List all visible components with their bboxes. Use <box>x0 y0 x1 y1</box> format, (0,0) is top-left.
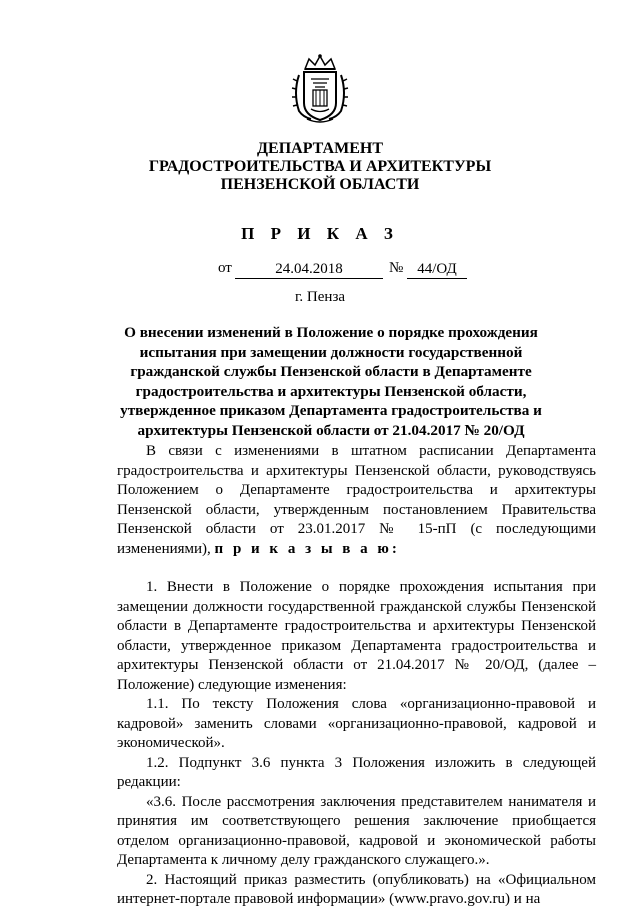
order-subject: О внесении изменений в Положение о порядке прохождения испытания при замещении должности государственной гражданской службы Пензенской области в Департаменте градостроительства и архитектуры Пензенской области, утвержденное приказом Департамента градостроительства и архитектуры Пензенской области от 21.04.2017 № 20/ОД <box>120 324 542 439</box>
paragraph-2: 2. Настоящий приказ разместить (опубликовать) на «Официальном интернет-портале правовой информации» (www.pravo.gov.ru) и на <box>117 871 596 907</box>
paragraph-3-6-quote: «3.6. После рассмотрения заключения представителем нанимателя и принятия им соответствующего решения заключение приобщается отделом организационно-правовой, кадровой и экономической работы Департамента к личному делу гражданского служащего.». <box>117 793 596 868</box>
preamble-paragraph <box>117 442 596 559</box>
from-label: от <box>218 260 232 276</box>
order-number: 44/ОД <box>407 260 467 279</box>
paragraph-1-1: 1.1. По тексту Положения слова «организационно-правовой и кадровой» заменить словами «организационно-правовой, кадровой и экономической». <box>117 696 596 751</box>
dept-name-line-2: ГРАДОСТРОИТЕЛЬСТВА И АРХИТЕКТУРЫ <box>148 158 492 175</box>
preamble-text: В связи с изменениями в штатном расписании Департамента градостроительства и архитектуры Пензенской области, руководствуясь Положением о Департаменте градостроительства и архитектуры Пензенской области, утвержденным постановлением Правительства Пензенской области от 23.01.2017 № 15-пП (с последующими изменениями), <box>117 443 596 557</box>
paragraph-1-2: 1.2. Подпункт 3.6 пункта 3 Положения изложить в следующей редакции: <box>117 754 596 790</box>
number-label: № <box>389 260 404 276</box>
order-date: 24.04.2018 <box>235 260 383 279</box>
paragraph-1: 1. Внести в Положение о порядке прохождения испытания при замещении должности государственной гражданской службы Пензенской области в Департаменте градостроительства и архитектуры Пензенской области, утвержденное приказом Департамента градостроительства и архитектуры Пензенской области от 21.04.2017 № 20/ОД, (далее – Положение) следующие изменения: <box>117 579 596 693</box>
dept-name-line-1: ДЕПАРТАМЕНТ <box>257 140 383 157</box>
order-body <box>117 442 596 910</box>
preamble-order-word: п р и к а з ы в а ю: <box>214 540 400 557</box>
coat-of-arms-icon <box>291 53 349 124</box>
order-title: П Р И К А З <box>241 224 399 243</box>
city: г. Пенза <box>294 289 346 305</box>
dept-name-line-3: ПЕНЗЕНСКОЙ ОБЛАСТИ <box>220 176 420 193</box>
